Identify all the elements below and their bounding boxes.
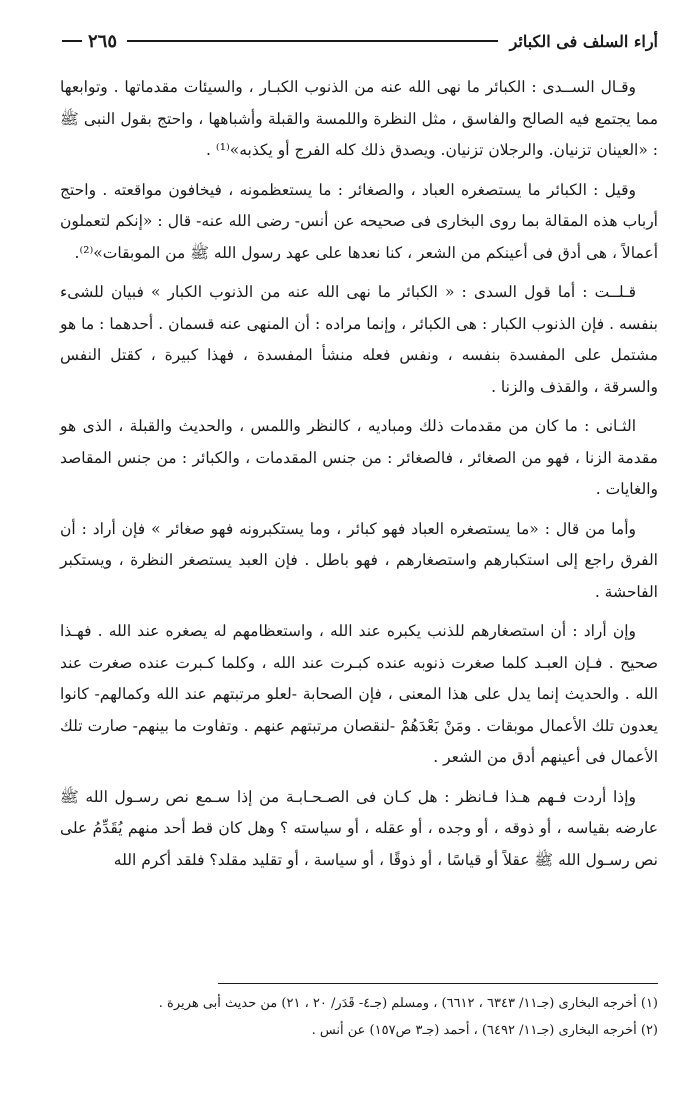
paragraph-2: وقيل : الكبائر ما يستصغره العباد ، والصغائر : ما يستعظمونه ، فيخافون مواقعته . واحتج أرباب هذه المقالة بما روى البخارى فى صحيحه عن أنس- رضى الله عنه- قال : «إنكم لتعملون أعمالاً ، هى أدق فى أعينكم من الشعر ، كنا نعدها على عهد رسول الله ﷺ من الموبقات»⁽²⁾. — [60, 180, 658, 262]
main-text — [60, 72, 658, 884]
page-number: ٢٦٥ — [88, 30, 118, 52]
footnote-rule — [218, 983, 658, 984]
running-header — [62, 26, 658, 56]
header-dash — [62, 40, 82, 42]
header-rule — [127, 40, 498, 42]
footnote-2: (٢) أخرجه البخارى (جـ١١/ ٦٤٩٢) ، أحمد (جـ٣ ص١٥٧) عن أنس . — [311, 1023, 658, 1038]
paragraph-6: وإن أراد : أن استصغارهم للذنب يكبره عند الله ، واستعظامهم له يصغره عند الله . فهـذا صحيح . فـإن العبـد كلما صغرت ذنوبه عنده كبـرت عند الله ، وكلما كـبرت عنده صغرت عند الله . والحديث إنما يدل على هذا المعنى ، فإن الصحابة -لعلو مرتبتهم عند الله وكمالهم- كانوا يعدون تلك الأعمال موبقات . ومَنْ بَعْدَهُمْ -لنقصان مرتبتهم عنهم . وتفاوت ما بينهم- صارت تلك الأعمال فى أعينهم أدق من الشعر . — [60, 622, 658, 766]
paragraph-7: وإذا أردت فـهم هـذا فـانظر : هل كـان فى الصـحـابـة من إذا سـمع نص رسـول الله ﷺ عارضه بقياسه ، أو ذوقه ، أو وجده ، أو عقله ، أو سياسته ؟ وهل كان قط أحد منهم يُقَدِّمُ على نص رسـول الله ﷺ عقلاً أو قياسًا ، أو ذوقًا ، أو سياسة ، أو تقليد مقلد؟ فلقد أكرم الله — [60, 787, 658, 869]
footnote-1: (١) أخرجه البخارى (جـ١١/ ٦٣٤٣ ، ٦٦١٢) ، ومسلم (جـ٤- قَدَر/ ٢٠ ، ٢١) من حديث أبى هريرة . — [158, 996, 658, 1011]
paragraph-3: قـلــت : أما قول السدى : « الكبائر ما نهى الله عنه من الذنوب الكبار » فبيان للشىء بنفسه . فإن الذنوب الكبار : هى الكبائر ، وإنما مراده : أن المنهى عنه قسمان . أحدهما : ما هو مشتمل على المفسدة بنفسه ، ونفس فعله منشأ المفسدة ، فهذا كبيرة ، كقتل النفس والسرقة ، والقذف والزنا . — [60, 283, 658, 396]
paragraph-4: الثـانى : ما كان من مقدمات ذلك ومباديه ، كالنظر واللمس ، والحديث والقبلة ، الذى هو مقدمة الزنا ، فهو من الصغائر ، فالصغائر : من جنس المقدمات ، والكبائر : من جنس المقاصد والغايات . — [60, 417, 658, 498]
footnotes — [60, 990, 658, 1044]
paragraph-1: وقـال الســدى : الكبائر ما نهى الله عنه من الذنوب الكبـار ، والسيئات مقدماتها . وتوابعها مما يجتمع فيه الصالح والفاسق ، مثل النظرة واللمسة والقبلة وأشباهها ، واحتج بقول النبى ﷺ : «العينان تزنيان. والرجلان تزنيان. ويصدق ذلك كله الفرج أو يكذبه»⁽¹⁾ . — [60, 78, 658, 159]
paragraph-5: وأما من قال : «ما يستصغره العباد فهو كبائر ، وما يستكبرونه فهو صغائر » فإن أراد : أن الفرق راجع إلى استكبارهم واستصغارهم ، فهو باطل . فإن العبد يستصغر النظرة ، ويستكبر الفاحشة . — [60, 519, 658, 601]
running-title: أراء السلف فى الكبائر — [509, 31, 658, 51]
